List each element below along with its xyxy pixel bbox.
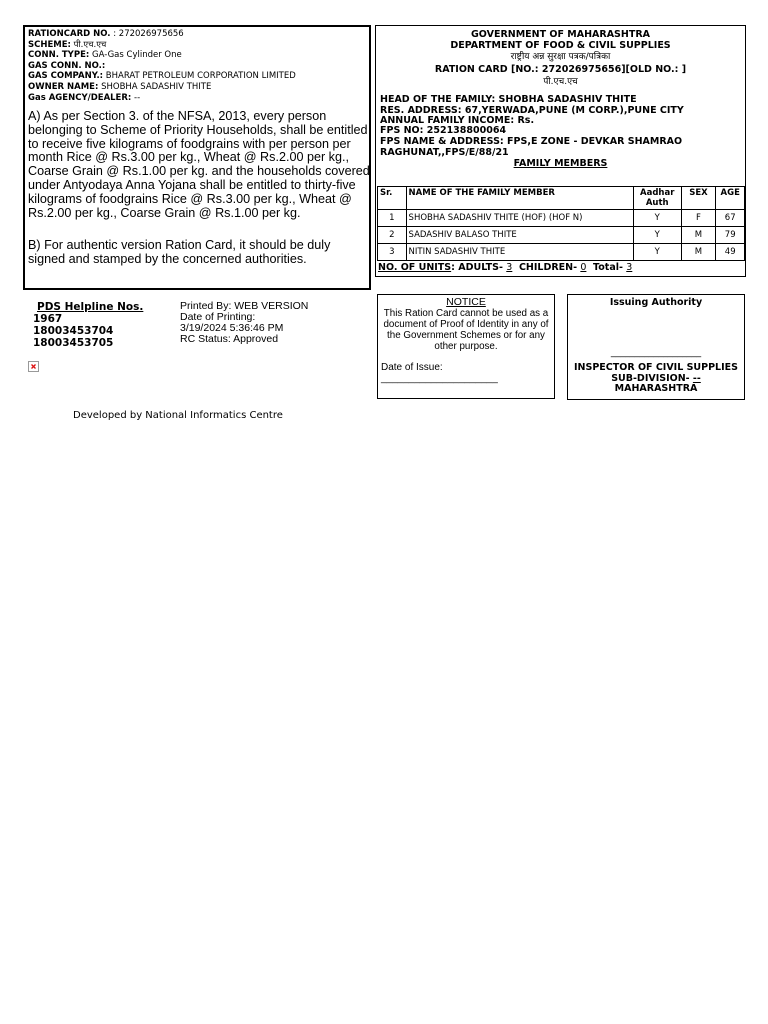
fps-name-address-line-2: RAGHUNAT,,FPS/E/88/21 [380, 147, 509, 158]
notice-title: NOTICE [446, 296, 486, 308]
adults-label: : ADULTS- [451, 262, 503, 273]
member-aadhar: Y [633, 244, 681, 261]
column-header: Sr. [378, 187, 407, 210]
column-header: SEX [681, 187, 716, 210]
broken-image-icon [28, 361, 39, 372]
gas-company-label: GAS COMPANY.: [28, 71, 104, 82]
print-info [180, 301, 308, 345]
sub-division-label: SUB-DIVISION- [611, 372, 690, 384]
member-age: 49 [716, 244, 745, 261]
printed-by: Printed By: WEB VERSION [180, 300, 309, 312]
family-members-heading: FAMILY MEMBERS [513, 158, 608, 169]
table-row [378, 210, 745, 227]
rc-status: RC Status: Approved [180, 333, 279, 345]
member-sex: M [681, 227, 716, 244]
helpline-number: 18003453705 [33, 337, 114, 349]
card-header-fields [28, 29, 296, 103]
inspector-block [568, 363, 744, 395]
entitlement-paragraph-a: A) As per Section 3. of the NFSA, 2013, every person belonging to Scheme of Priority Households, shall be entitled to receive five kilograms of foodgrains with per person per month Rice @ Rs.3.00 per kg., Wheat @ Rs.2.00 per kg., Coarse Grain @ Rs.1.00 per kg. and the households covered under Antyodaya Anna Yojana shall be entitled to thirty-five kilograms of foodgrains Rice @ Rs.3.00 per kg., Wheat @ Rs.2.00 per kg., Coarse Grain @ Rs.1.00 per kg. [28, 109, 370, 220]
scheme-hindi: पी.एच.एच [543, 77, 578, 87]
date-of-printing-label: Date of Printing: [180, 311, 256, 323]
gas-conn-label: GAS CONN. NO.: [28, 60, 106, 71]
total-label: Total- [593, 262, 623, 273]
conn-type-label: CONN. TYPE: [28, 50, 90, 61]
date-of-issue-line: _____________________ [381, 373, 498, 384]
units-label: NO. OF UNITS [378, 262, 452, 273]
units-summary [378, 262, 632, 273]
pds-helpline-title: PDS Helpline Nos. [37, 301, 144, 313]
gas-company-value: BHARAT PETROLEUM CORPORATION LIMITED [105, 71, 296, 82]
member-age: 79 [716, 227, 745, 244]
issuing-authority-title: Issuing Authority [609, 297, 703, 308]
inspector-title: INSPECTOR OF CIVIL SUPPLIES [574, 362, 738, 373]
total-value: 3 [626, 262, 633, 273]
head-of-family: HEAD OF THE FAMILY: SHOBHA SADASHIV THITE [380, 94, 637, 105]
date-of-printing-value: 3/19/2024 5:36:46 PM [180, 322, 284, 334]
member-name: NITIN SADASHIV THITE [406, 244, 633, 261]
notice-box [377, 294, 555, 399]
member-sr: 2 [378, 227, 407, 244]
authenticity-paragraph-b: B) For authentic version Ration Card, it should be duly signed and stamped by the concerned authorities. [28, 238, 331, 266]
table-header-row [378, 187, 745, 210]
column-header: Aadhar Auth [633, 187, 681, 210]
government-title: GOVERNMENT OF MAHARASHTRA [471, 29, 650, 40]
state-name: MAHARASHTRA [614, 383, 698, 394]
member-name: SADASHIV BALASO THITE [406, 227, 633, 244]
column-header: NAME OF THE FAMILY MEMBER [406, 187, 633, 210]
agency-value: -- [134, 92, 141, 103]
table-row [378, 227, 745, 244]
member-aadhar: Y [633, 210, 681, 227]
date-of-issue-label: Date of Issue: [381, 362, 443, 373]
helpline-number: 1967 [33, 313, 63, 325]
residential-address: RES. ADDRESS: 67,YERWADA,PUNE (M CORP.),PUNE CITY [380, 105, 684, 116]
scheme-label: SCHEME: [28, 39, 71, 50]
member-name: SHOBHA SADASHIV THITE (HOF) (HOF N) [406, 210, 633, 227]
agency-label: Gas AGENCY/DEALER: [28, 92, 132, 103]
conn-type-value: GA-Gas Cylinder One [91, 50, 182, 61]
rationcard-label: RATIONCARD NO. [28, 29, 111, 39]
department-title: DEPARTMENT OF FOOD & CIVIL SUPPLIES [450, 40, 671, 51]
column-header: AGE [716, 187, 745, 210]
member-sex: M [681, 244, 716, 261]
notice-body: This Ration Card cannot be used as a document of Proof of Identity in any of the Government Schemes or for any other purpose. [383, 308, 549, 352]
fps-name-address-line-1: FPS NAME & ADDRESS: FPS,E ZONE - DEVKAR SHAMRAO [380, 136, 683, 147]
footer-credit: Developed by National Informatics Centre [73, 410, 283, 421]
ration-card-details-box [23, 25, 371, 290]
pds-helpline [33, 301, 143, 349]
member-sr: 3 [378, 244, 407, 261]
hindi-title: राष्ट्रीय अन्न सुरक्षा पत्रक/पत्रिका [510, 52, 611, 62]
ration-card-number: RATION CARD [NO.: 272026975656][OLD NO.: ] [434, 64, 687, 75]
owner-value: SHOBHA SADASHIV THITE [101, 81, 212, 92]
member-aadhar: Y [633, 227, 681, 244]
helpline-number: 18003453704 [33, 325, 114, 337]
children-label: CHILDREN- [518, 262, 578, 273]
table-row [378, 244, 745, 261]
member-age: 67 [716, 210, 745, 227]
issuing-authority-box [567, 294, 745, 400]
fps-number: FPS NO: 252138800064 [380, 125, 507, 136]
scheme-value: पी.एच.एच [73, 39, 107, 50]
sub-division-value: -- [692, 372, 701, 384]
owner-label: OWNER NAME: [28, 81, 99, 92]
annual-income: ANNUAL FAMILY INCOME: Rs. [380, 115, 535, 126]
ration-card-box [375, 25, 746, 277]
family-members-table [377, 186, 745, 261]
children-value: 0 [580, 262, 587, 273]
adults-value: 3 [506, 262, 513, 273]
rationcard-value: : 272026975656 [113, 29, 184, 39]
member-sex: F [681, 210, 716, 227]
signature-line: ___________________ [610, 347, 702, 358]
member-sr: 1 [378, 210, 407, 227]
